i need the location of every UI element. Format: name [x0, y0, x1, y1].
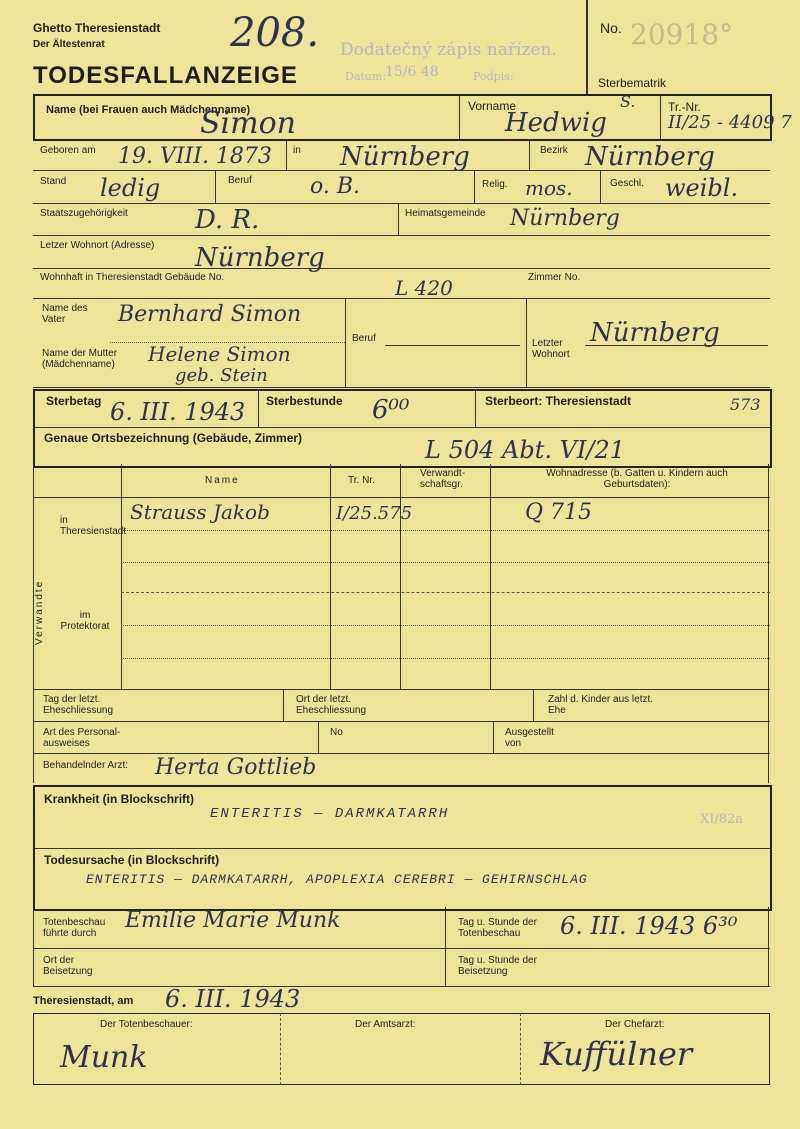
beschau-value: Emilie Marie Munk	[125, 908, 341, 933]
beruf-value: o. B.	[310, 174, 361, 199]
relig-value: mos.	[525, 176, 573, 200]
trnr-value: II/25 - 4409 7	[668, 112, 792, 133]
kinder-label: Zahl d. Kinder aus letzt. Ehe	[548, 694, 654, 716]
sterbetag-label: Sterbetag	[46, 394, 102, 408]
in-label: in	[293, 145, 301, 156]
mutter-value: Helene Simon	[148, 342, 291, 366]
in-theresienstadt-label: in Theresienstadt	[60, 515, 127, 537]
stand-label: Stand	[40, 176, 67, 187]
sterbestunde-label: Sterbestunde	[266, 394, 343, 408]
bezirk-value: Nürnberg	[585, 142, 715, 172]
relig-label: Relig.	[482, 179, 508, 190]
signature-totenbeschauer: Munk	[60, 1040, 148, 1075]
ortsbez-label: Genaue Ortsbezeichnung (Gebäude, Zimmer)	[44, 431, 303, 445]
wohnort-label: Letzer Wohnort (Adresse)	[40, 240, 155, 251]
relative-address: Q 715	[525, 500, 593, 525]
sig-amtsarzt-label: Der Amtsarzt:	[355, 1019, 416, 1030]
wohnhaft-label: Wohnhaft in Theresienstadt Gebäude No.	[40, 272, 225, 283]
number-label: No.	[600, 20, 622, 36]
ursache-label: Todesursache (in Blockschrift)	[44, 853, 220, 867]
stamp-podpis-label: Podpis:	[473, 70, 514, 83]
beruf-label: Beruf	[228, 175, 252, 186]
heimat-label: Heimatsgemeinde	[405, 208, 486, 219]
col-verw-header: Verwandt- schaftsgr.	[420, 468, 466, 490]
tag-ehe-label: Tag der letzt. Eheschliessung	[43, 694, 114, 716]
ort-ehe-label: Ort der letzt. Eheschliessung	[296, 694, 367, 716]
stamp-text: Dodatečný zápis nařízen.	[340, 40, 557, 60]
krankheit-mark: XI/82a	[700, 812, 744, 827]
name-box	[33, 94, 772, 141]
tag-beschau-value: 6. III. 1943 6³⁰	[560, 912, 738, 940]
vorname-mark: S.	[620, 92, 636, 111]
org-name: Ghetto Theresienstadt	[33, 21, 161, 35]
krankheit-label: Krankheit (in Blockschrift)	[44, 792, 195, 806]
sterbematrik-label: Sterbematrik	[598, 76, 667, 90]
org-subname: Der Ältestenrat	[33, 39, 105, 50]
datum-value: 6. III. 1943	[165, 985, 301, 1013]
staat-value: D. R.	[195, 205, 260, 235]
arzt-label: Behandelnder Arzt:	[43, 760, 129, 771]
number-value: 20918°	[630, 18, 734, 51]
wohnhaft-value: L 420	[395, 276, 453, 300]
vater-label: Name des Vater	[42, 303, 88, 325]
im-protektorat-label: im Protektorat	[60, 610, 110, 632]
heimat-value: Nürnberg	[510, 206, 620, 231]
datum-label: Theresienstadt, am	[33, 995, 134, 1007]
sig-chefarzt-label: Der Chefarzt:	[605, 1019, 665, 1030]
vorname-value: Hedwig	[505, 108, 607, 138]
geschl-value: weibl.	[665, 174, 739, 202]
stamp-datum-label: Datum:	[345, 70, 387, 83]
staat-label: Staatszugehörigkeit	[40, 208, 128, 219]
letzter-value: Nürnberg	[590, 318, 720, 348]
stamp-number: 208.	[230, 10, 320, 56]
sterbeort-mark: 573	[730, 395, 761, 414]
geboren-value: 19. VIII. 1873	[118, 144, 272, 169]
in-value: Nürnberg	[340, 142, 470, 172]
name-value: Simon	[200, 106, 296, 141]
tag-beisetzung-label: Tag u. Stunde der Beisetzung	[458, 955, 537, 977]
verwandte-vertical-label: Verwandte	[34, 579, 45, 645]
letzter-label: Letzter Wohnort	[532, 338, 570, 360]
mutter-value-2: geb. Stein	[175, 365, 268, 386]
geschl-label: Geschl.	[610, 178, 644, 189]
tag-beschau-label: Tag u. Stunde der Totenbeschau	[458, 917, 537, 939]
arzt-value: Herta Gottlieb	[155, 755, 317, 780]
ortsbez-value: L 504 Abt. VI/21	[425, 436, 626, 464]
trnr-label: Tr.-Nr.	[668, 100, 701, 114]
sig-totenbeschauer-label: Der Totenbeschauer:	[100, 1019, 193, 1030]
beruf2-label: Beruf	[352, 333, 376, 344]
sterbestunde-value: 6⁰⁰	[372, 395, 410, 425]
name-label: Name (bei Frauen auch Mädchenname)	[46, 104, 251, 116]
wohnort-value: Nürnberg	[195, 243, 325, 273]
page-title: TODESFALLANZEIGE	[33, 62, 298, 89]
ausweis-label: Art des Personal- ausweises	[43, 727, 121, 749]
relative-name: Strauss Jakob	[130, 500, 270, 524]
stamp-datum-value: 15/6 48	[385, 64, 439, 80]
geboren-label: Geboren am	[40, 145, 96, 156]
zimmer-label: Zimmer No.	[528, 272, 581, 283]
col-trnr-header: Tr. Nr.	[348, 475, 375, 486]
ursache-value: ENTERITIS — DARMKATARRH, APOPLEXIA CEREBRI — GEHIRNSCHLAG	[86, 872, 588, 887]
col-wohn-header: Wohnadresse (b. Gatten u. Kindern auch Geburtsdaten):	[546, 468, 728, 490]
bezirk-label: Bezirk	[540, 145, 568, 156]
sterbetag-value: 6. III. 1943	[110, 398, 246, 426]
ausgestellt-label: Ausgestellt von	[505, 727, 554, 749]
sterbeort-label: Sterbeort: Theresienstadt	[485, 394, 632, 408]
ort-beisetzung-label: Ort der Beisetzung	[43, 955, 93, 977]
vorname-label: Vorname	[468, 99, 517, 113]
vater-value: Bernhard Simon	[118, 302, 302, 327]
mutter-label: Name der Mutter (Mädchenname)	[42, 348, 118, 370]
stand-value: ledig	[100, 174, 161, 202]
relative-trnr: I/25.575	[336, 503, 413, 524]
krankheit-value: ENTERITIS — DARMKATARRH	[210, 806, 450, 822]
signature-chefarzt: Kuffülner	[540, 1035, 693, 1073]
col-name-header: Name	[205, 475, 240, 486]
beschau-label: Totenbeschau führte durch	[43, 917, 106, 939]
ausweis-no-label: No	[330, 727, 343, 738]
